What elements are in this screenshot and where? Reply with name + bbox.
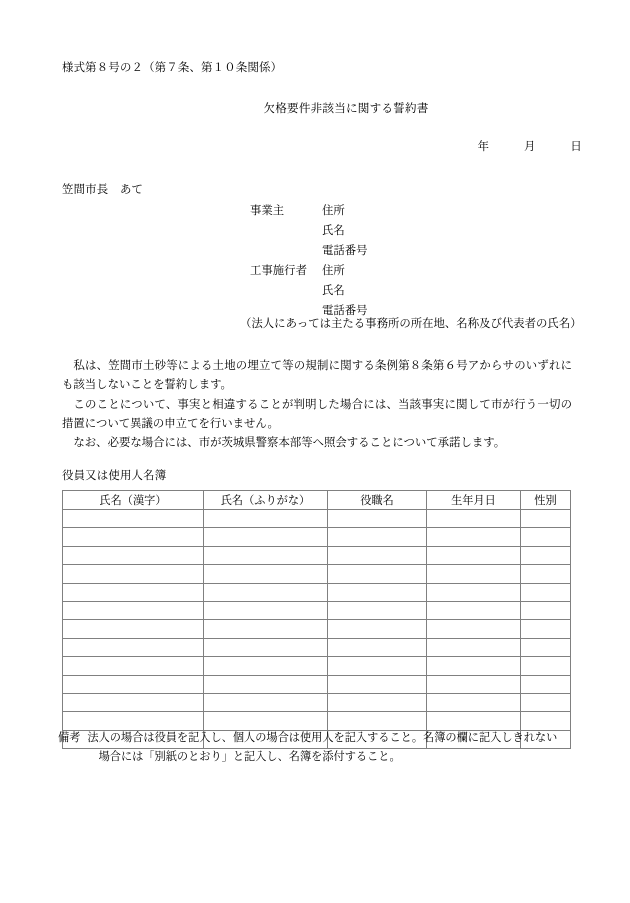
column-header-name-kana: 氏名（ふりがな） <box>204 491 328 510</box>
date-line: 年 月 日 <box>477 141 582 153</box>
table-cell-name-kana[interactable] <box>204 565 328 583</box>
table-cell-position[interactable] <box>328 675 427 693</box>
table-row <box>63 657 571 675</box>
table-row <box>63 638 571 656</box>
table-cell-position[interactable] <box>328 546 427 564</box>
table-cell-name-kanji[interactable] <box>63 620 204 638</box>
table-cell-birthdate[interactable] <box>427 638 521 656</box>
table-cell-position[interactable] <box>328 620 427 638</box>
table-cell-name-kanji[interactable] <box>63 546 204 564</box>
footnote <box>58 729 574 767</box>
table-cell-name-kanji[interactable] <box>63 583 204 601</box>
table-cell-position[interactable] <box>328 583 427 601</box>
table-cell-name-kana[interactable] <box>204 601 328 619</box>
table-row <box>63 546 571 564</box>
table-cell-position[interactable] <box>328 601 427 619</box>
table-row <box>63 620 571 638</box>
table-cell-gender[interactable] <box>521 565 571 583</box>
table-cell-gender[interactable] <box>521 620 571 638</box>
signature-row <box>250 282 368 302</box>
table-cell-birthdate[interactable] <box>427 712 521 730</box>
footnote-label: 備考 <box>58 732 81 744</box>
signature-role-business-owner: 事業主 <box>250 205 285 217</box>
table-cell-name-kanji[interactable] <box>63 601 204 619</box>
roster-table-body <box>63 510 571 749</box>
column-header-gender: 性別 <box>521 491 571 510</box>
table-cell-name-kanji[interactable] <box>63 657 204 675</box>
table-cell-name-kanji[interactable] <box>63 565 204 583</box>
table-cell-position[interactable] <box>328 565 427 583</box>
table-cell-gender[interactable] <box>521 675 571 693</box>
table-row <box>63 693 571 711</box>
table-cell-birthdate[interactable] <box>427 583 521 601</box>
signature-field-address: 住所 <box>322 205 345 217</box>
table-cell-name-kanji[interactable] <box>63 528 204 546</box>
table-cell-birthdate[interactable] <box>427 510 521 528</box>
signature-field-name: 氏名 <box>322 225 345 237</box>
signature-field-phone: 電話番号 <box>322 245 368 257</box>
signature-row <box>250 202 368 222</box>
table-row <box>63 565 571 583</box>
table-cell-birthdate[interactable] <box>427 601 521 619</box>
table-row <box>63 712 571 730</box>
table-row <box>63 528 571 546</box>
body-paragraph: 私は、笠間市土砂等による土地の埋立て等の規制に関する条例第８条第６号アからサのいずれにも該当しないことを誓約します。 <box>62 360 572 392</box>
table-row <box>63 601 571 619</box>
signature-field-phone: 電話番号 <box>322 305 368 317</box>
footnote-line: 場合には「別紙のとおり」と記入し、名簿を添付すること。 <box>98 751 401 763</box>
table-cell-position[interactable] <box>328 638 427 656</box>
table-cell-birthdate[interactable] <box>427 675 521 693</box>
table-cell-name-kana[interactable] <box>204 693 328 711</box>
table-cell-position[interactable] <box>328 693 427 711</box>
table-cell-name-kana[interactable] <box>204 620 328 638</box>
signature-row <box>250 222 368 242</box>
body-text <box>62 357 572 453</box>
footnote-body <box>87 729 574 767</box>
table-cell-position[interactable] <box>328 510 427 528</box>
table-cell-position[interactable] <box>328 712 427 730</box>
table-cell-birthdate[interactable] <box>427 657 521 675</box>
signature-row <box>250 262 368 282</box>
roster-table <box>62 490 571 749</box>
signature-block-note: （法人にあっては主たる事務所の所在地、名称及び代表者の氏名） <box>240 318 582 330</box>
table-cell-gender[interactable] <box>521 693 571 711</box>
table-cell-position[interactable] <box>328 657 427 675</box>
table-cell-gender[interactable] <box>521 712 571 730</box>
column-header-position: 役職名 <box>328 491 427 510</box>
table-cell-name-kanji[interactable] <box>63 510 204 528</box>
table-cell-gender[interactable] <box>521 546 571 564</box>
table-cell-position[interactable] <box>328 528 427 546</box>
signature-role-contractor: 工事施行者 <box>250 265 307 277</box>
table-cell-name-kana[interactable] <box>204 528 328 546</box>
signature-field-name: 氏名 <box>322 285 345 297</box>
table-cell-name-kana[interactable] <box>204 638 328 656</box>
table-cell-name-kanji[interactable] <box>63 638 204 656</box>
signature-block <box>250 202 368 322</box>
table-cell-name-kanji[interactable] <box>63 693 204 711</box>
table-cell-name-kana[interactable] <box>204 657 328 675</box>
footnote-line: 法人の場合は役員を記入し、個人の場合は使用人を記入すること。名簿の欄に記入しきれない <box>87 732 558 744</box>
signature-field-address: 住所 <box>322 265 345 277</box>
table-cell-gender[interactable] <box>521 583 571 601</box>
table-cell-gender[interactable] <box>521 657 571 675</box>
table-row <box>63 510 571 528</box>
table-cell-name-kana[interactable] <box>204 675 328 693</box>
table-cell-gender[interactable] <box>521 638 571 656</box>
table-cell-birthdate[interactable] <box>427 620 521 638</box>
table-cell-name-kanji[interactable] <box>63 712 204 730</box>
table-cell-name-kana[interactable] <box>204 712 328 730</box>
table-cell-birthdate[interactable] <box>427 528 521 546</box>
addressee: 笠間市長 あて <box>62 184 144 196</box>
table-cell-name-kanji[interactable] <box>63 675 204 693</box>
table-cell-name-kana[interactable] <box>204 583 328 601</box>
table-cell-birthdate[interactable] <box>427 546 521 564</box>
table-cell-birthdate[interactable] <box>427 693 521 711</box>
table-cell-birthdate[interactable] <box>427 565 521 583</box>
table-header-row <box>63 491 571 510</box>
column-header-name-kanji: 氏名（漢字） <box>63 491 204 510</box>
page-title: 欠格要件非該当に関する誓約書 <box>263 102 429 115</box>
table-row <box>63 583 571 601</box>
column-header-birthdate: 生年月日 <box>427 491 521 510</box>
signature-row <box>250 242 368 262</box>
roster-heading: 役員又は使用人名簿 <box>62 470 167 482</box>
form-number: 様式第８号の２（第７条、第１０条関係） <box>62 62 283 74</box>
body-paragraph: なお、必要な場合には、市が茨城県警察本部等へ照会することについて承諾します。 <box>73 437 506 450</box>
table-cell-gender[interactable] <box>521 601 571 619</box>
table-row <box>63 675 571 693</box>
table-cell-name-kana[interactable] <box>204 546 328 564</box>
table-cell-gender[interactable] <box>521 510 571 528</box>
body-paragraph: このことについて、事実と相違することが判明した場合には、当該事実に関して市が行う一切の措置について異議の申立てを行いません。 <box>62 398 572 430</box>
table-cell-name-kana[interactable] <box>204 510 328 528</box>
table-cell-gender[interactable] <box>521 528 571 546</box>
